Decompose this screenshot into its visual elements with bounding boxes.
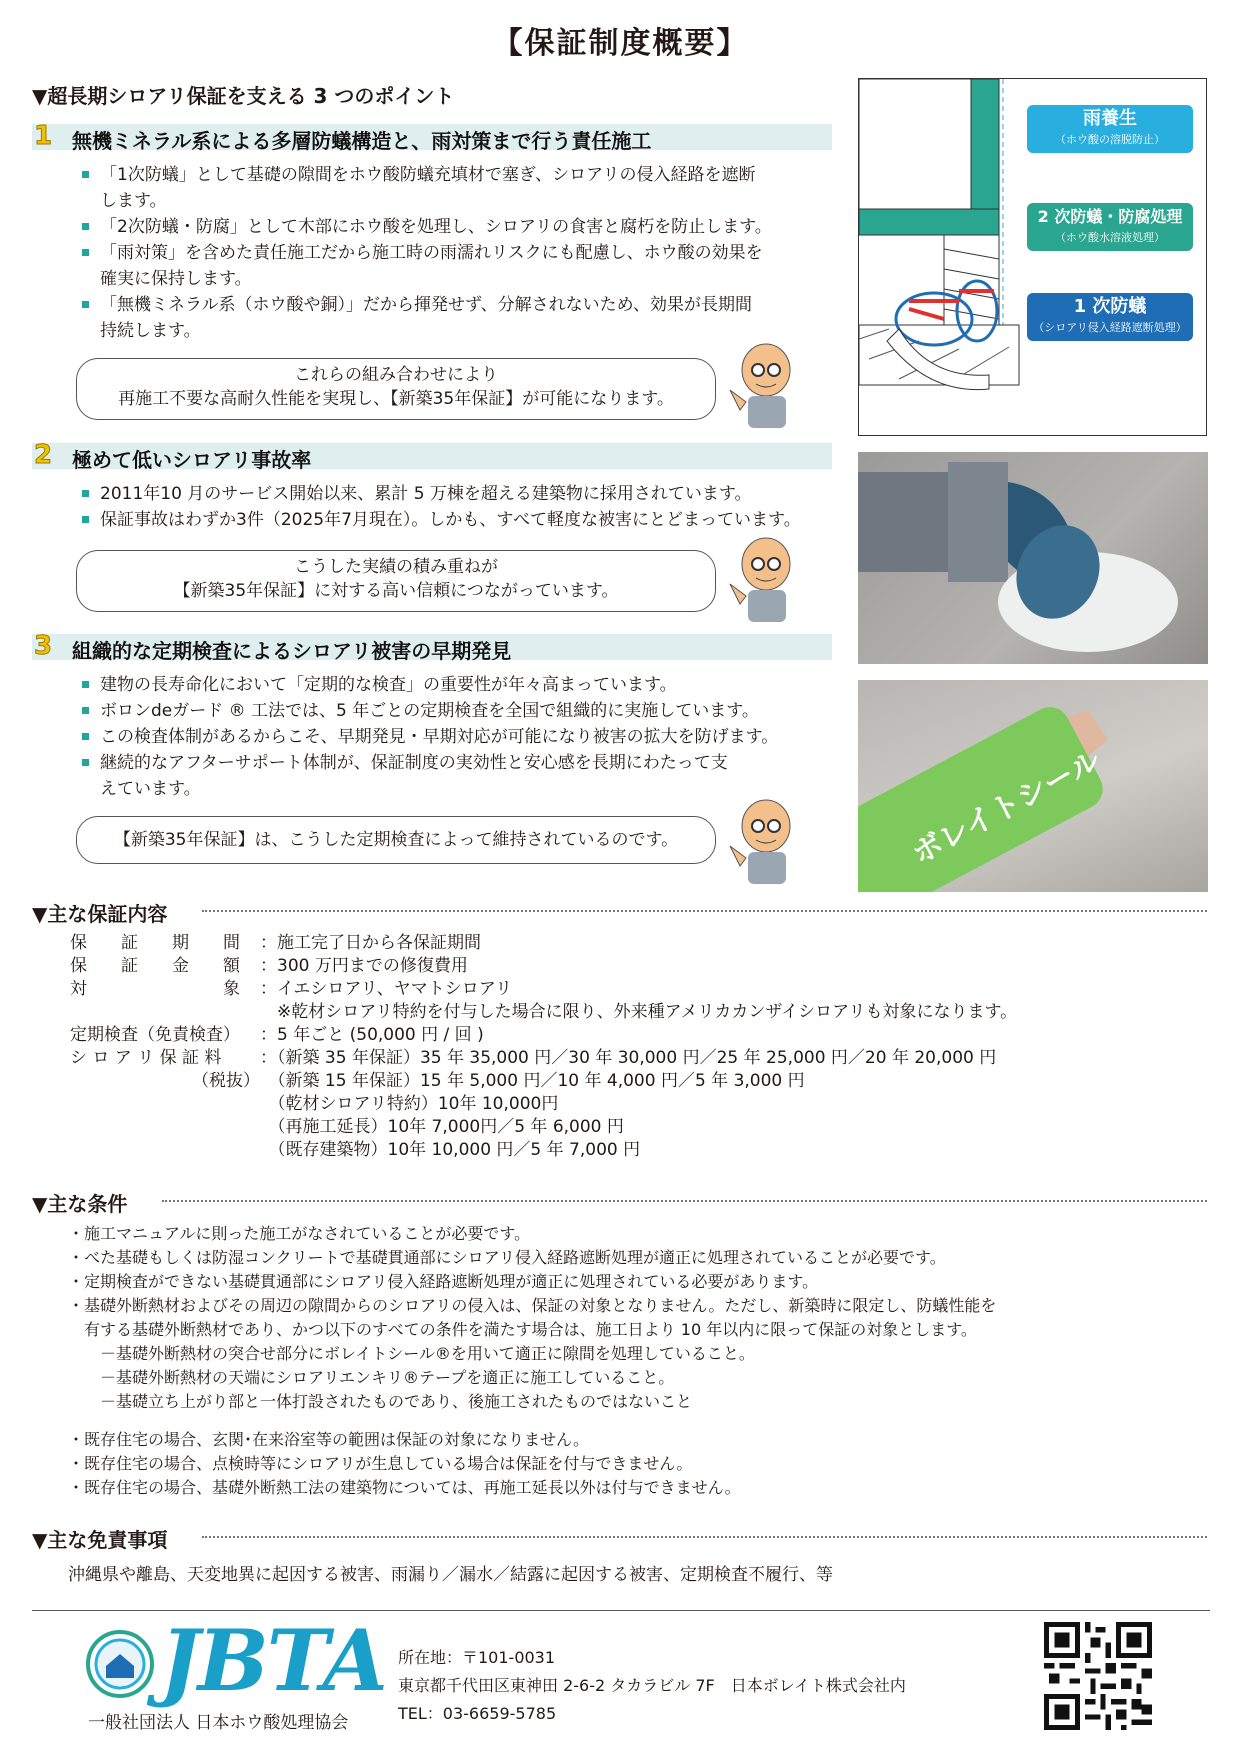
section-title-1: 無機ミネラル系による多層防蟻構造と、雨対策まで行う責任施工 (72, 129, 652, 153)
section-2-list (82, 481, 822, 533)
foundation-diagram (858, 78, 1207, 436)
sealant-tube-drawing (858, 680, 1208, 892)
section-2-header (32, 440, 832, 472)
label-rain-protection (1027, 105, 1193, 153)
mascot-icon (726, 340, 798, 432)
list-item: この検査体制があるからこそ、早期発見・早期対応が可能になり被害の拡大を防げます。 (82, 724, 822, 750)
list-item: 「1次防蟻」として基礎の隙間をホウ酸防蟻充填材で塞ぎ、シロアリの侵入経路を遮断 (82, 162, 822, 188)
pipe-sealant-drawing (858, 452, 1208, 664)
list-item: 「2次防蟻・防腐」として木部にホウ酸を処理し、シロアリの食害と腐朽を防止します。 (82, 214, 822, 240)
condition-line: ・基礎外断熱材およびその周辺の隙間からのシロアリの侵入は、保証の対象となりません。ただし、新築時に限定し、防蟻性能を (68, 1296, 997, 1315)
condition-line: －基礎外断熱材の突合せ部分にボレイトシール®を用いて適正に隙間を処理していること。 (68, 1344, 755, 1363)
label-primary-treatment (1027, 293, 1193, 341)
mascot-icon (726, 796, 798, 888)
table-row: 保 証 金 額 ：300 万円までの修復費用 (70, 956, 468, 976)
table-row: ※乾材シロアリ特約を付与した場合に限り、外来種アメリカカンザイシロアリも対象になります。 (260, 1002, 1018, 1022)
section-1-header (32, 121, 832, 153)
conditions-heading: ▼主な条件 (32, 1192, 135, 1216)
org-name: 一般社団法人 日本ホウ酸処理協会 (88, 1713, 349, 1733)
condition-line: ・既存住宅の場合、基礎外断熱工法の建築物については、再施工延長以外は付与できません。 (68, 1478, 741, 1497)
condition-line: ・べた基礎もしくは防湿コンクリートで基礎貫通部にシロアリ侵入経路遮断処理が適正に処理されていることが必要です。 (68, 1248, 946, 1267)
label-secondary-treatment (1027, 203, 1193, 251)
label-subtitle: （ホウ酸の溶脱防止） (1055, 133, 1165, 146)
qr-code-icon[interactable] (1044, 1622, 1152, 1730)
jbta-logo: JBTA (160, 1611, 386, 1710)
bubble-line: 再施工不要な高耐久性能を実現し、【新築35年保証】が可能になります。 (118, 389, 674, 409)
exemptions-text: 沖縄県や離島、天変地異に起因する被害、雨漏り／漏水／結露に起因する被害、定期検査不履行、等 (68, 1565, 833, 1585)
list-item: 建物の長寿命化において「定期的な検査」の重要性が年々高まっています。 (82, 672, 822, 698)
table-row: （既存建築物）10年 10,000 円／5 年 7,000 円 (260, 1140, 641, 1160)
table-row: （再施工延長）10年 7,000円／5 年 6,000 円 (260, 1117, 624, 1137)
address-line: 東京都千代田区東神田 2-6-2 タカラビル 7F 日本ボレイト株式会社内 (398, 1676, 906, 1695)
dotted-divider (202, 910, 1207, 912)
sealant-tube-photo (858, 680, 1208, 892)
speech-bubble-3 (76, 816, 716, 864)
list-item-continuation: 持続します。 (100, 321, 201, 341)
list-item-continuation: します。 (100, 191, 167, 211)
bubble-line: 【新築35年保証】は、こうした定期検査によって維持されているのです。 (113, 830, 679, 850)
dotted-divider (162, 1200, 1207, 1202)
tube-label: ボレイトシール (906, 743, 1107, 872)
condition-line: ・施工マニュアルに則った施工がなされていることが必要です。 (68, 1224, 531, 1243)
table-row: シ ロ ア リ 保 証 料 ：（新築 35 年保証）35 年 35,000 円／30 年 30,000 円／25 年 25,000 円／20 年 20,000 円 (70, 1048, 997, 1068)
table-row: 対 象 ：イエシロアリ、ヤマトシロアリ (70, 979, 513, 999)
list-item: 「雨対策」を含めた責任施工だから施工時の雨濡れリスクにも配慮し、ホウ酸の効果を (82, 240, 822, 266)
dotted-divider (202, 1536, 1207, 1538)
page-title: 【保証制度概要】 (492, 26, 749, 61)
table-row: 保 証 期 間 ：施工完了日から各保証期間 (70, 933, 481, 953)
exemptions-heading: ▼主な免責事項 (32, 1528, 175, 1552)
guarantee-table (70, 932, 1210, 1162)
list-item: 2011年10 月のサービス開始以来、累計 5 万棟を超える建築物に採用されています。 (82, 481, 822, 507)
guarantee-heading-row (32, 898, 1207, 926)
label-title: 2 次防蟻・防腐処理 (1037, 207, 1183, 226)
list-item-continuation: 確実に保持します。 (100, 269, 252, 289)
section-3-list (82, 672, 822, 802)
section-title-2: 極めて低いシロアリ事故率 (72, 448, 312, 472)
section-number-2: 2 (34, 440, 53, 470)
bubble-line: これらの組み合わせにより (294, 365, 498, 385)
list-item: 継続的なアフターサポート体制が、保証制度の実効性と安心感を長期にわたって支 (82, 750, 822, 776)
address-block (398, 1644, 906, 1728)
list-item-continuation: えています。 (100, 779, 201, 799)
conditions-list (68, 1222, 1208, 1500)
section-title-3: 組織的な定期検査によるシロアリ被害の早期発見 (72, 639, 512, 663)
condition-line: ・既存住宅の場合、玄関･在来浴室等の範囲は保証の対象になりません。 (68, 1430, 589, 1449)
section-number-1: 1 (34, 121, 53, 151)
speech-bubble-2 (76, 550, 716, 612)
telephone: TEL：03-6659-5785 (398, 1704, 557, 1723)
exemptions-heading-row (32, 1524, 1207, 1552)
house-logo-icon (86, 1630, 154, 1698)
speech-bubble-1 (76, 358, 716, 420)
section-3-header (32, 631, 832, 663)
list-item: 保証事故はわずか3件（2025年7月現在）。しかも、すべて軽度な被害にとどまっています。 (82, 507, 822, 533)
list-item: ボロンdeガード ® 工法では、5 年ごとの定期検査を全国で組織的に実施しています。 (82, 698, 822, 724)
condition-line: ・定期検査ができない基礎貫通部にシロアリ侵入経路遮断処理が適正に処理されている必要があります。 (68, 1272, 819, 1291)
label-title: 雨養生 (1083, 108, 1137, 129)
guarantee-heading: ▼主な保証内容 (32, 902, 175, 926)
label-title: 1 次防蟻 (1073, 296, 1147, 317)
section-1-list (82, 162, 822, 344)
table-row: （税抜） （新築 15 年保証）15 年 5,000 円／10 年 4,000 円／5 年 3,000 円 (192, 1071, 805, 1091)
condition-line: －基礎立ち上がり部と一体打設されたものであり、後施工されたものではないこと (68, 1392, 693, 1411)
mascot-icon (726, 534, 798, 626)
section-number-3: 3 (34, 631, 53, 661)
condition-line: 有する基礎外断熱材であり、かつ以下のすべての条件を満たす場合は、施工日より 10 年以内に限って保証の対象とします。 (68, 1320, 977, 1339)
pipe-sealant-photo (858, 452, 1208, 664)
label-subtitle: （シロアリ侵入経路遮断処理） (1033, 321, 1187, 334)
bubble-line: こうした実績の積み重ねが (294, 557, 498, 577)
list-item: 「無機ミネラル系（ホウ酸や銅）」だから揮発せず、分解されないため、効果が長期間 (82, 292, 822, 318)
table-row: 定期検査（免責検査） ：5 年ごと (50,000 円 / 回 ) (70, 1025, 484, 1045)
label-subtitle: （ホウ酸水溶液処理） (1055, 231, 1165, 244)
conditions-heading-row (32, 1188, 1207, 1216)
condition-line: －基礎外断熱材の天端にシロアリエンキリ®テープを適正に施工していること。 (68, 1368, 675, 1387)
bubble-line: 【新築35年保証】に対する高い信頼につながっています。 (173, 581, 619, 601)
points-heading: ▼超長期シロアリ保証を支える 3 つのポイント (32, 84, 455, 108)
table-row: （乾材シロアリ特約）10年 10,000円 (260, 1094, 559, 1114)
address-line: 所在地：〒101-0031 (398, 1648, 556, 1667)
condition-line: ・既存住宅の場合、点検時等にシロアリが生息している場合は保証を付与できません。 (68, 1454, 693, 1473)
